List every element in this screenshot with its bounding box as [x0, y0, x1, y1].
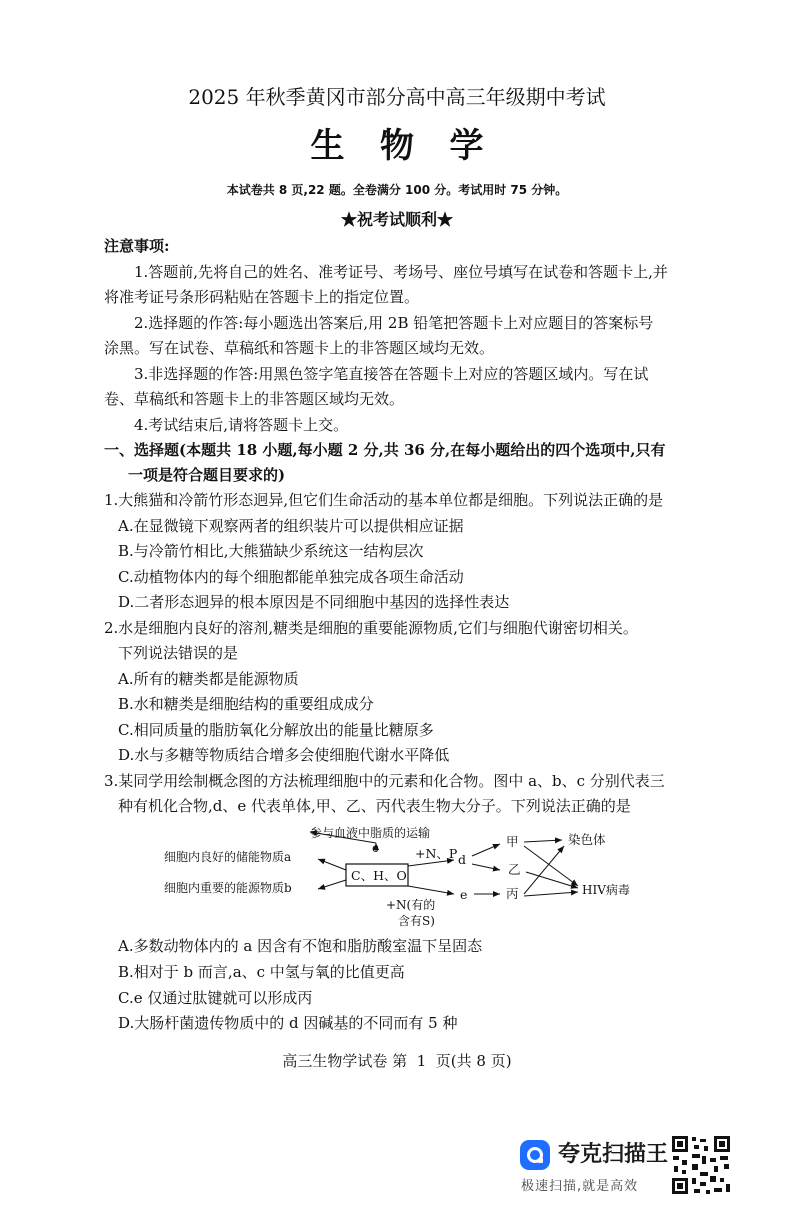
label-yi: 乙 [508, 862, 521, 877]
note-line: 2.选择题的作答:每小题选出答案后,用 2B 铅笔把答题卡上对应题目的答案标号 [134, 314, 654, 332]
q3-option-d: D.大肠杆菌遗传物质中的 d 因碱基的不同而有 5 种 [118, 1014, 458, 1032]
wish-banner: ★祝考试顺利★ [340, 210, 453, 229]
q1-stem: 1.大熊猫和冷箭竹形态迥异,但它们生命活动的基本单位都是细胞。下列说法正确的是 [104, 491, 664, 509]
note-line: 1.答题前,先将自己的姓名、准考证号、考场号、座位号填写在试卷和答题卡上,并 [134, 263, 668, 281]
page-footer: 高三生物学试卷 第 1 页(共 8 页) [282, 1052, 512, 1070]
q2-option-d: D.水与多糖等物质结合增多会使细胞代谢水平降低 [118, 746, 450, 764]
scanner-brand: 夸克扫描王 [558, 1142, 669, 1167]
arrow-d-yi [472, 864, 500, 870]
label-np: +N、P [415, 846, 458, 861]
q2-option-b: B.水和糖类是细胞结构的重要组成成分 [118, 695, 374, 713]
qr-code-icon [670, 1134, 732, 1196]
q2-option-a: A.所有的糖类都是能源物质 [118, 670, 299, 688]
label-bing: 丙 [506, 886, 519, 901]
q1-option-a: A.在显微镜下观察两者的组织装片可以提供相应证据 [118, 517, 464, 535]
note-line: 3.非选择题的作答:用黑色签字笔直接答在答题卡上对应的答题区域内。写在试 [134, 365, 649, 383]
label-n1: +N(有的 [386, 898, 436, 912]
section-heading: 一、选择题(本题共 18 小题,每小题 2 分,共 36 分,在每小题给出的四个选项中,只有 [104, 441, 666, 459]
arrow-b [318, 880, 346, 889]
arrow-to-e [408, 886, 454, 894]
note-line: 卷、草稿纸和答题卡上的非答题区域均无效。 [104, 390, 405, 408]
q3-option-b: B.相对于 b 而言,a、c 中氢与氧的比值更高 [118, 963, 405, 981]
label-d: d [458, 852, 467, 867]
scanner-logo-icon [520, 1140, 550, 1170]
q2-stem-cont: 下列说法错误的是 [118, 644, 239, 662]
label-chromosome: 染色体 [568, 832, 606, 847]
q1-option-d: D.二者形态迥异的根本原因是不同细胞中基因的选择性表达 [118, 593, 510, 611]
label-n2: 含有S) [398, 914, 435, 928]
arrow-a [318, 859, 346, 870]
label-e: e [460, 887, 468, 902]
label-c: c [372, 841, 379, 855]
exam-title: 2025 年秋季黄冈市部分高中高三年级期中考试 [188, 85, 606, 109]
q3-option-a: A.多数动物体内的 a 因含有不饱和脂肪酸室温下呈固态 [118, 937, 483, 955]
label-hiv: HIV病毒 [582, 883, 630, 897]
subject-title: 生 物 学 [310, 126, 484, 166]
q1-option-c: C.动植物体内的每个细胞都能单独完成各项生命活动 [118, 568, 464, 586]
q3-stem-cont: 种有机化合物,d、e 代表单体,甲、乙、丙代表生物大分子。下列说法正确的是 [118, 797, 631, 815]
q3-stem: 3.某同学用绘制概念图的方法梳理细胞中的元素和化合物。图中 a、b、c 分别代表三 [104, 772, 665, 790]
arrow-d-jia [472, 844, 500, 856]
note-line: 4.考试结束后,请将答题卡上交。 [134, 416, 349, 434]
concept-diagram [150, 822, 630, 934]
exam-info: 本试卷共 8 页,22 题。全卷满分 100 分。考试用时 75 分钟。 [226, 183, 568, 197]
arrow-bing-chromosome [524, 846, 564, 894]
label-jia: 甲 [506, 834, 519, 849]
scanner-slogan: 极速扫描,就是高效 [521, 1179, 639, 1194]
section-heading-cont: 一项是符合题目要求的) [128, 466, 286, 484]
label-a: 细胞内良好的储能物质a [164, 850, 292, 864]
q2-stem: 2.水是细胞内良好的溶剂,糖类是细胞的重要能源物质,它们与细胞代谢密切相关。 [104, 619, 638, 637]
label-box: C、H、O [351, 868, 407, 883]
arrow-bing-hiv [524, 892, 578, 896]
note-line: 涂黑。写在试卷、草稿纸和答题卡上的非答题区域均无效。 [104, 339, 495, 357]
q1-option-b: B.与冷箭竹相比,大熊猫缺少系统这一结构层次 [118, 542, 424, 560]
q2-option-c: C.相同质量的脂肪氧化分解放出的能量比糖原多 [118, 721, 434, 739]
q3-option-c: C.e 仅通过肽键就可以形成丙 [118, 989, 313, 1007]
arrow-jia-chromosome [524, 840, 562, 842]
label-b: 细胞内重要的能源物质b [164, 881, 292, 895]
label-top: 参与血液中脂质的运输 [310, 826, 431, 840]
notes-heading: 注意事项: [104, 237, 170, 255]
note-line: 将准考证号条形码粘贴在答题卡上的指定位置。 [104, 288, 420, 306]
